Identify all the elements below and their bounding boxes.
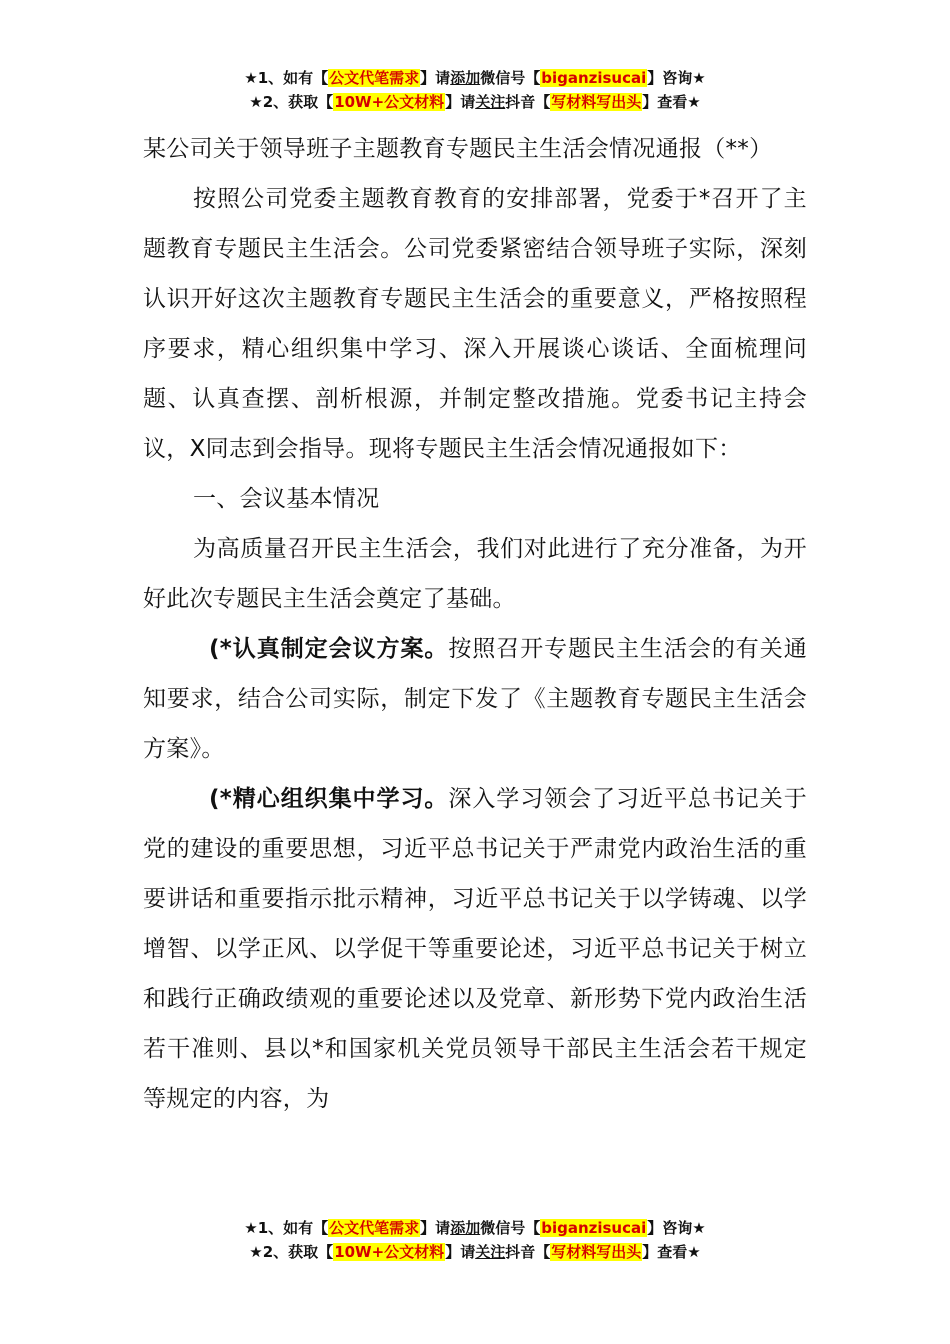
item-paragraph-2: (*精心组织集中学习。深入学习领会了习近平总书记关于党的建设的重要思想，习近平总书记关于严肃党内政治生活的重要讲话和重要指示批示精神，习近平总书记关于以学铸魂、以学增智、以学正风、以学促干等重要论述，习近平总书记关于树立和践行正确政绩观的重要论述以及党章、新形势下党内政治生活若干准则、县以*和国家机关党员领导干部民主生活会若干规定等规定的内容，为 <box>143 786 808 1112</box>
promo-line-2: ★2、获取【10W+公文材料】请关注抖音【写材料写出头】查看★ <box>249 1243 701 1261</box>
highlight-text: 写材料写出头 <box>551 1243 642 1261</box>
highlight-text: 公文代笔需求 <box>329 69 420 87</box>
document-body <box>143 124 807 1124</box>
highlight-text: 10W+公文材料 <box>334 1243 445 1261</box>
highlight-text: 公文代笔需求 <box>329 1219 420 1237</box>
item-lead: (*精心组织集中学习。 <box>209 786 449 812</box>
section-heading: 一、会议基本情况 <box>193 486 380 512</box>
section-paragraph: 为高质量召开民主生活会，我们对此进行了充分准备，为开好此次专题民主生活会奠定了基础。 <box>143 536 807 612</box>
promo-banner-bottom <box>0 1216 950 1264</box>
promo-line-1: ★1、如有【公文代笔需求】请添加微信号【biganzisucai】咨询★ <box>244 69 706 87</box>
item-paragraph-1: (*认真制定会议方案。按照召开专题民主生活会的有关通知要求，结合公司实际，制定下发了《主题教育专题民主生活会方案》。 <box>143 636 808 762</box>
highlight-text: biganzisucai <box>541 69 647 87</box>
highlight-text: biganzisucai <box>541 1219 647 1237</box>
highlight-text: 写材料写出头 <box>551 93 642 111</box>
intro-paragraph: 按照公司党委主题教育教育的安排部署，党委于*召开了主题教育专题民主生活会。公司党委紧密结合领导班子实际，深刻认识开好这次主题教育专题民主生活会的重要意义，严格按照程序要求，精心组织集中学习、深入开展谈心谈话、全面梳理问题、认真查摆、剖析根源，并制定整改措施。党委书记主持会议，X同志到会指导。现将专题民主生活会情况通报如下： <box>143 186 807 462</box>
promo-line-1: ★1、如有【公文代笔需求】请添加微信号【biganzisucai】咨询★ <box>244 1219 706 1237</box>
promo-line-2: ★2、获取【10W+公文材料】请关注抖音【写材料写出头】查看★ <box>249 93 701 111</box>
item-lead: (*认真制定会议方案。 <box>209 636 449 662</box>
promo-banner-top <box>0 66 950 114</box>
highlight-text: 10W+公文材料 <box>334 93 445 111</box>
document-title: 某公司关于领导班子主题教育专题民主生活会情况通报（**） <box>143 136 773 162</box>
